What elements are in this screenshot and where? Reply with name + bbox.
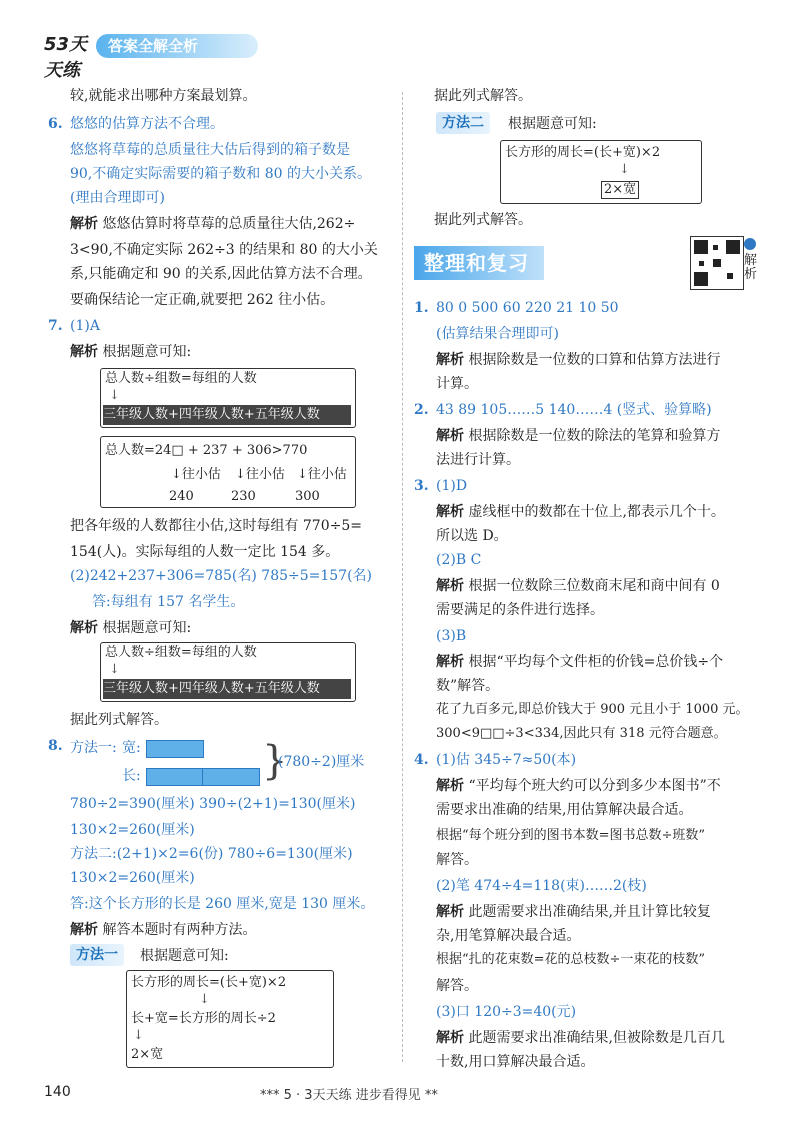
qr-label: 解析 [744,253,758,282]
left-line-1: 较,就能求出哪种方案最划算。 [70,88,257,104]
q6-number: 6. [48,116,63,132]
r-q4-analysis-6: 杂,用笔算解决最合适。 [436,928,581,944]
r-q4-analysis-7: 根据“扎的花束数=花的总枝数÷一束花的枝数” [436,952,706,967]
brace-icon: } [262,738,288,784]
q6-analysis-4: 要确保结论一定正确,就要把 262 往小估。 [70,292,335,308]
q8-text-1: 780÷2=390(厘米) 390÷(2+1)=130(厘米) [70,796,356,812]
q7-text-5: 据此列式解答。 [70,712,168,728]
r-q2-answer: 43 89 105……5 140……4 (竖式、验算略) [436,402,712,418]
r-q1-number: 1. [414,300,429,316]
q8-text-3: 方法二:(2+1)×2=6(份) 780÷6=130(厘米) [70,846,353,862]
r-q3-analysis-5: 解析 根据“平均每个文件柜的价钱=总价钱÷个 [436,654,724,670]
r-q1-analysis-2: 计算。 [436,376,478,392]
method-1-box [126,970,334,1068]
q7-diagram-box-1 [100,368,356,428]
method-2-text: 根据题意可知: [508,116,597,132]
r-q3-answer-2: (2)B C [436,552,482,568]
r-q4-analysis-3: 根据“每个班分到的图书本数=图书总数÷班数” [436,828,706,843]
column-divider [402,92,403,1062]
q6-analysis-2: 3<90,不确定实际 262÷3 的结果和 80 的大小关 [70,242,378,258]
r-q3-analysis-8: 300<9□□÷3<334,因此只有 318 元符合题意。 [436,726,727,741]
r-q4-answer-2: (2)笔 474÷4=118(束)……2(枝) [436,878,647,894]
q7-text-3: (2)242+237+306=785(名) 785÷5=157(名) [70,568,373,584]
qr-code-icon[interactable] [690,236,744,290]
q6-answer-2: 悠悠将草莓的总质量往大估后得到的箱子数是 [70,142,350,158]
r-q3-analysis-2: 所以选 D。 [436,528,508,544]
q8-width-label: 宽: [122,740,141,756]
r-q4-analysis-4: 解答。 [436,852,478,868]
r-q2-number: 2. [414,402,429,418]
q7-analysis-1: 解析 根据题意可知: [70,344,192,360]
q6-analysis-1: 解析 悠悠估算时将草莓的总质量往大估,262÷ [70,216,356,232]
box4-line-1: 长方形的周长=(长+宽)×2 [131,975,287,990]
q7-text-4: 答:每组有 157 名学生。 [92,594,245,610]
method-2-tag: 方法二 [436,112,490,134]
box1-top: 总人数÷组数=每组的人数 [105,371,257,386]
r-q3-analysis-3: 解析 根据一位数除三位数商末尾和商中间有 0 [436,578,720,594]
q8-text-2: 130×2=260(厘米) [70,822,195,838]
q7-text-1: 把各年级的人数都往小估,这时每组有 770÷5= [70,518,362,534]
q7-diagram-box-2 [100,436,356,508]
r-q2-analysis-2: 法进行计算。 [436,452,520,468]
method-1-tag: 方法一 [70,944,124,966]
box2-hint-2: ↓往小估 [235,467,285,482]
box2-line: 总人数=24□ + 237 + 306>770 [105,443,308,458]
r-q4-analysis-9: 解析 此题需要求出准确结果,但被除数是几百几 [436,1030,725,1046]
box5-line-1: 长方形的周长=(长+宽)×2 [505,145,661,160]
q8-method1: 方法一: [70,740,117,756]
down-arrow-icon: ↓ [619,162,630,177]
section-title: 整理和复习 [414,246,544,280]
r-q1-analysis-1: 解析 根据除数是一位数的口算和估算方法进行 [436,352,721,368]
analysis-label: 解析 [70,216,98,232]
r-q2-analysis-1: 解析 根据除数是一位数的除法的笔算和验算方 [436,428,721,444]
r-q4-analysis-5: 解析 此题需要求出准确结果,并且计算比较复 [436,904,711,920]
page-number: 140 [44,1084,71,1100]
q7-diagram-box-3 [100,642,356,702]
down-arrow-icon: ↓ [199,992,210,1007]
q8-analysis-1: 解析 解答本题时有两种方法。 [70,922,257,938]
down-arrow-icon: ↓ [109,388,120,403]
play-icon [744,238,756,250]
r-q3-number: 3. [414,478,429,494]
header-title: 答案全解全析 [96,34,258,58]
right-line-1: 据此列式解答。 [434,88,532,104]
q6-answer-4: (理由合理即可) [70,190,165,206]
r-q3-answer-3: (3)B [436,628,467,644]
header-logo: 53天天练 [44,34,88,81]
q7-text-2: 154(人)。实际每组的人数一定比 154 多。 [70,544,340,560]
r-q4-analysis-2: 需要求出准确的结果,用估算解决最合适。 [436,802,693,818]
q6-analysis-3: 系,只能确定和 90 的关系,因此估算方法不合理。 [70,266,372,282]
down-arrow-icon: ↓ [133,1028,144,1043]
r-q4-answer-1: (1)估 345÷7≈50(本) [436,752,577,768]
q6-answer-1: 悠悠的估算方法不合理。 [70,116,224,132]
box5-line-2: 2×宽 [601,181,639,199]
box4-line-2: 长+宽=长方形的周长÷2 [131,1011,276,1026]
r-q4-number: 4. [414,752,429,768]
q8-length-bar-1 [146,768,204,786]
box2-value-2: 230 [231,489,256,504]
box2-value-3: 300 [295,489,320,504]
q8-width-bar [146,740,204,758]
method-2-box [500,140,702,204]
r-q4-analysis-10: 十数,用口算解决最合适。 [436,1054,595,1070]
q6-answer-3: 90,不确定实际需要的箱子数和 80 的大小关系。 [70,166,371,182]
r-q4-answer-3: (3)口 120÷3=40(元) [436,1004,577,1020]
r-q4-analysis-1: 解析 “平均每个班大约可以分到多少本图书”不 [436,778,721,794]
box3-bottom: 三年级人数+四年级人数+五年级人数 [103,679,351,699]
r-q4-analysis-8: 解答。 [436,978,478,994]
q8-text-5: 答:这个长方形的长是 260 厘米,宽是 130 厘米。 [70,896,375,912]
q8-brace-label: (780÷2)厘米 [278,754,365,770]
q7-analysis-2: 解析 根据题意可知: [70,620,192,636]
r-q3-analysis-7: 花了九百多元,即总价钱大于 900 元且小于 1000 元。 [436,702,749,717]
q8-number: 8. [48,738,63,754]
right-line-2: 据此列式解答。 [434,212,532,228]
box2-value-1: 240 [169,489,194,504]
q8-length-bar-2 [202,768,260,786]
box2-hint-1: ↓往小估 [171,467,221,482]
footer-slogan: *** 5 · 3天天练 进步看得见 ** [260,1088,438,1103]
r-q1-answer: 80 0 500 60 220 21 10 50 [436,300,619,316]
r-q3-answer-1: (1)D [436,478,468,494]
q8-text-4: 130×2=260(厘米) [70,870,195,886]
down-arrow-icon: ↓ [109,662,120,677]
q7-answer-1: (1)A [70,318,100,334]
box2-hint-3: ↓往小估 [297,467,347,482]
r-q3-analysis-6: 数”解答。 [436,678,500,694]
box4-line-3: 2×宽 [131,1047,164,1062]
r-q1-note: (估算结果合理即可) [436,326,559,342]
q8-length-label: 长: [122,768,141,784]
r-q3-analysis-1: 解析 虚线框中的数都在十位上,都表示几个十。 [436,504,725,520]
method-1-text: 根据题意可知: [140,948,229,964]
q7-number: 7. [48,318,63,334]
r-q3-analysis-4: 需要满足的条件进行选择。 [436,602,604,618]
box3-top: 总人数÷组数=每组的人数 [105,645,257,660]
box1-bottom: 三年级人数+四年级人数+五年级人数 [103,405,351,425]
